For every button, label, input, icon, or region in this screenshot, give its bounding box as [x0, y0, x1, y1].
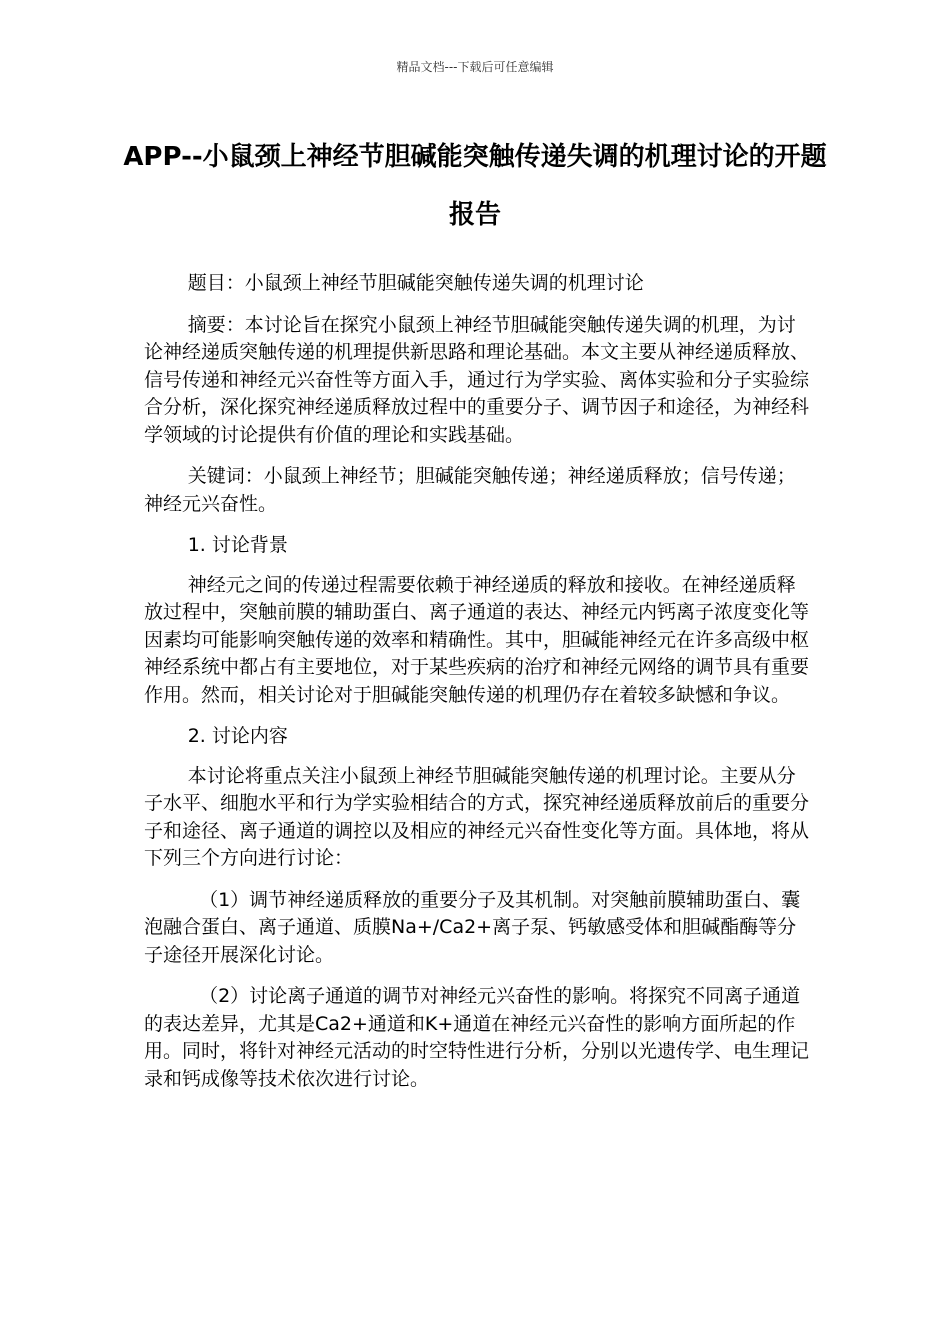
- document-body: [144, 270, 814, 1107]
- background-paragraph: 神经元之间的传递过程需要依赖于神经递质的释放和接收。在神经递质释放过程中，突触前膜的辅助蛋白、离子通道的表达、神经元内钙离子浓度变化等因素均可能影响突触传递的效率和精确性。其中，胆碱能神经元在许多高级中枢神经系统中都占有主要地位，对于某些疾病的治疗和神经元网络的调节具有重要作用。然而，相关讨论对于胆碱能突触传递的机理仍存在着较多缺憾和争议。: [144, 573, 810, 706]
- topic-paragraph: 题目：小鼠颈上神经节胆碱能突触传递失调的机理讨论: [187, 272, 644, 294]
- document-title: APP--小鼠颈上神经节胆碱能突触传递失调的机理讨论的开题报告: [123, 142, 827, 230]
- abstract-paragraph: 摘要：本讨论旨在探究小鼠颈上神经节胆碱能突触传递失调的机理，为讨论神经递质突触传递的机理提供新思路和理论基础。本文主要从神经递质释放、信号传递和神经元兴奋性等方面入手，通过行为学实验、离体实验和分子实验综合分析，深化探究神经递质释放过程中的重要分子、调节因子和途径，为神经科学领域的讨论提供有价值的理论和实践基础。: [144, 313, 810, 446]
- section-heading-background: 1. 讨论背景: [187, 534, 288, 556]
- content-item-2: （2）讨论离子通道的调节对神经元兴奋性的影响。将探究不同离子通道的表达差异，尤其是Ca2+通道和K+通道在神经元兴奋性的影响方面所起的作用。同时，将针对神经元活动的时空特性进行分析，分别以光遗传学、电生理记录和钙成像等技术依次进行讨论。: [144, 985, 810, 1090]
- content-intro-paragraph: 本讨论将重点关注小鼠颈上神经节胆碱能突触传递的机理讨论。主要从分子水平、细胞水平和行为学实验相结合的方式，探究神经递质释放前后的重要分子和途径、离子通道的调控以及相应的神经元兴奋性变化等方面。具体地，将从下列三个方向进行讨论：: [144, 764, 810, 869]
- content-item-1: （1）调节神经递质释放的重要分子及其机制。对突触前膜辅助蛋白、囊泡融合蛋白、离子通道、质膜Na+/Ca2+离子泵、钙敏感受体和胆碱酯酶等分子途径开展深化讨论。: [144, 888, 801, 966]
- header-note: 精品文档---下载后可任意编辑: [396, 60, 554, 74]
- keywords-paragraph: 关键词：小鼠颈上神经节；胆碱能突触传递；神经递质释放；信号传递；神经元兴奋性。: [144, 465, 796, 515]
- section-heading-content: 2. 讨论内容: [187, 725, 288, 747]
